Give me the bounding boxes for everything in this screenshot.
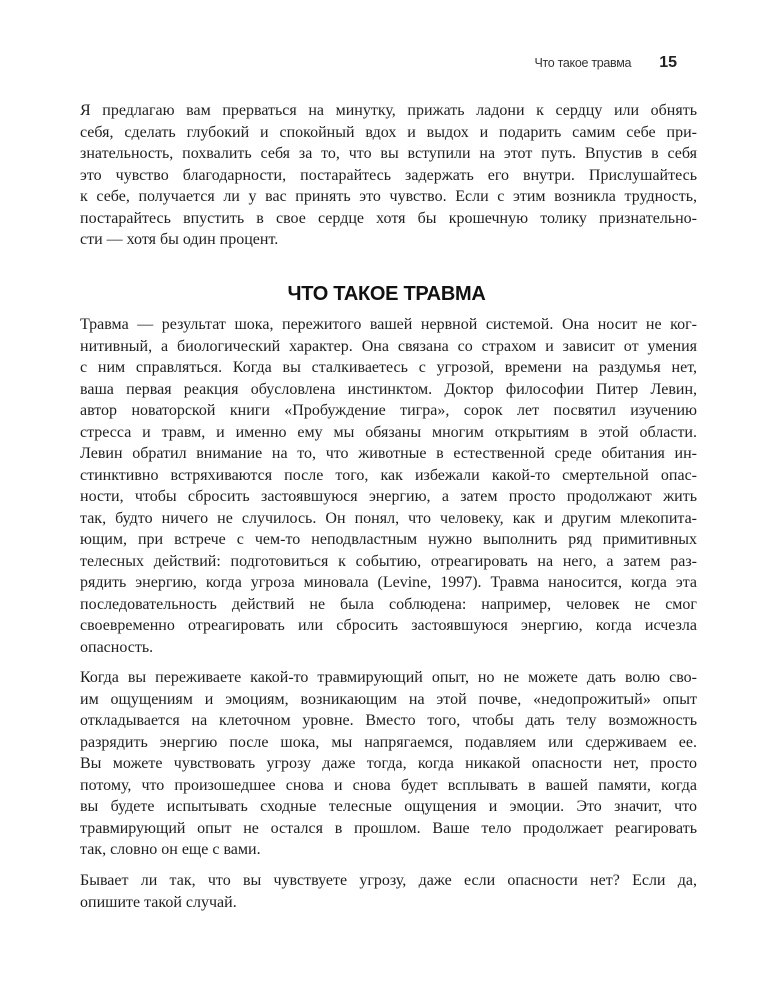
text-line: потому, что произошедшее снова и снова будет всплывать в вашей памяти, когда [80, 776, 697, 794]
paragraph-4 [80, 870, 697, 913]
paragraph-1 [80, 100, 697, 251]
text-line: телесных действий: подготовиться к событию, отреагировать на него, а затем раз- [80, 552, 697, 570]
text-line: им ощущениям и эмоциям, возникающим на этой почве, «недопрожитый» опыт [80, 690, 697, 708]
text-line: последовательность действий не была соблюдена: например, человек не смог [80, 595, 697, 613]
text-line: ваша первая реакция обусловлена инстинктом. Доктор философии Питер Левин, [80, 380, 697, 398]
text-line: к себе, получается ли у вас принять это чувство. Если с этим возникла трудность, [80, 188, 697, 205]
text-line: опишите такой случай. [80, 893, 237, 911]
text-line: сти — хотя бы один процент. [80, 231, 279, 248]
text-line: стресса и травм, и именно ему мы обязаны многим открытиям в этой области. [80, 423, 697, 441]
text-line: Когда вы переживаете какой-то травмирующий опыт, но не можете дать волю сво- [80, 669, 697, 686]
text-line: постарайтесь впустить в свое сердце хотя бы крошечную толику признательно- [80, 209, 697, 227]
text-line: опасность. [80, 638, 154, 656]
paragraph-3 [80, 667, 697, 861]
text-line: знательность, похвалить себя за то, что вы вступили на этот путь. Впустив в себя [80, 145, 697, 162]
text-line: разрядить энергию после шока, мы напрягаемся, подавляем или сдерживаем ее. [80, 733, 697, 751]
text-line: рядить энергию, когда угроза миновала (Levine, 1997). Травма наносится, когда эта [80, 574, 697, 591]
text-line: это чувство благодарности, постарайтесь задержать его внутри. Прислушайтесь [80, 166, 697, 184]
text-line: так, словно он еще с вами. [80, 841, 261, 858]
running-header [534, 54, 677, 72]
text-line: откладывается на клеточном уровне. Вместо того, чтобы дать телу возможность [80, 712, 697, 729]
page-number: 15 [659, 54, 677, 71]
text-line: стинктивно встряхиваются после того, как избежали какой-то смертельной опас- [80, 466, 697, 484]
text-line: так, будто ничего не случилось. Он понял, что человеку, как и другим млекопита- [80, 509, 697, 527]
text-line: себя, сделать глубокий и спокойный вдох и выдох и подарить самим себе при- [80, 123, 697, 141]
text-line: ности, чтобы сбросить застоявшуюся энергию, а затем просто продолжают жить [80, 488, 697, 505]
text-line: ющим, при встрече с чем-то неподвластным нужно выполнить ряд примитивных [80, 531, 697, 548]
section-heading: ЧТО ТАКОЕ ТРАВМА [287, 283, 486, 305]
text-line: своевременно отреагировать или сбросить застоявшуюся энергию, когда исчезла [80, 617, 697, 634]
text-line: Травма — результат шока, пережитого вашей нервной системой. Она носит не ког- [80, 316, 697, 333]
text-line: Вы можете чувствовать угрозу даже тогда, когда никакой опасности нет, просто [80, 755, 697, 772]
paragraph-2 [80, 314, 697, 658]
text-line: Левин обратил внимание на то, что животные в естественной среде обитания ин- [80, 445, 697, 462]
running-title: Что такое травма [534, 56, 632, 70]
text-line: травмирующий опыт не остался в прошлом. Ваше тело продолжает реагировать [80, 819, 697, 837]
text-line: Я предлагаю вам прерваться на минутку, прижать ладони к сердцу или обнять [80, 102, 697, 119]
text-line: автор новаторской книги «Пробуждение тигра», сорок лет посвятил изучению [80, 402, 697, 419]
text-line: нитивный, а биологический характер. Она связана со страхом и зависит от умения [80, 337, 697, 355]
text-line: вы будете испытывать сходные телесные ощущения и эмоции. Это значит, что [80, 798, 697, 815]
text-line: с ним справляться. Когда вы сталкиваетесь с угрозой, времени на раздумья нет, [80, 359, 697, 376]
text-line: Бывает ли так, что вы чувствуете угрозу, даже если опасности нет? Если да, [80, 872, 697, 889]
